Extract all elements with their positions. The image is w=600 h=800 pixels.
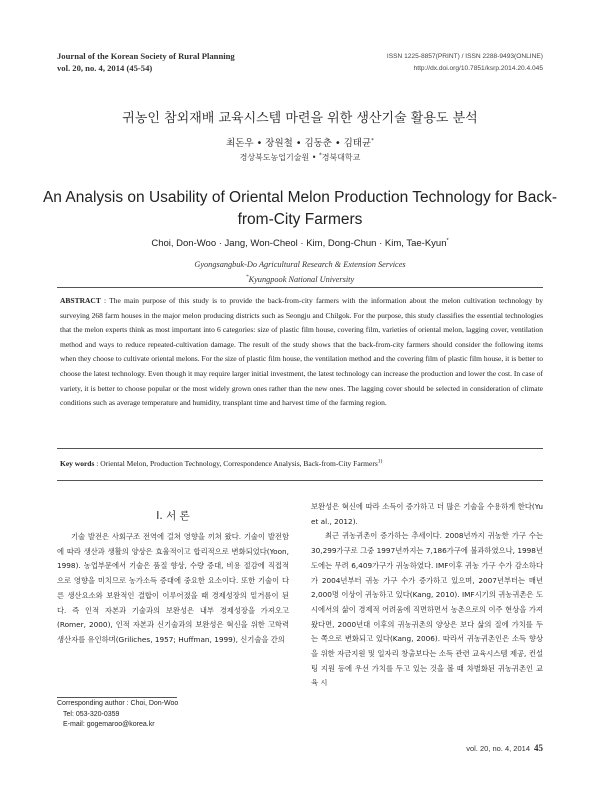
author-email[interactable]: E-mail: gogemaroo@korea.kr xyxy=(63,721,155,728)
korean-affiliation xyxy=(0,152,600,163)
english-author-mark: * xyxy=(446,237,449,244)
right-column xyxy=(311,500,543,691)
author-tel: Tel: 053-320-0359 xyxy=(63,710,120,718)
left-column xyxy=(57,530,289,648)
journal-volume: vol. 20, no. 4, 2014 (45-54) xyxy=(57,63,153,73)
english-affiliation-1: Gyongsangbuk-Do Agricultural Research & Extension Services xyxy=(194,260,406,269)
english-affiliation xyxy=(0,257,600,287)
keywords-text: : Oriental Melon, Production Technology, Correspondence Analysis, Back-from-City Farmers xyxy=(94,459,378,468)
journal-name: Journal of the Korean Society of Rural Planning xyxy=(57,51,235,61)
abstract xyxy=(60,294,543,411)
abstract-top-rule xyxy=(57,287,543,288)
page-footer xyxy=(466,743,543,753)
section-heading: I. 서 론 xyxy=(156,510,190,522)
keywords-bottom-rule xyxy=(57,480,543,481)
footnote xyxy=(57,699,178,731)
korean-title: 귀농인 참외재배 교육시스템 마련을 위한 생산기술 활용도 분석 xyxy=(122,111,478,126)
keywords-label: Key words xyxy=(60,459,95,468)
abstract-bottom-rule xyxy=(57,448,543,449)
right-paragraph-2: 최근 귀농귀촌이 증가하는 추세이다. 2008년까지 귀농한 가구 수는 30,299가구로 그중 1997년까지는 7,186가구에 불과하였으나, 1998년도에는 무려 6,409가구가 귀농하였다. IMF이후 귀농 가구 수가 감소하다가 2004년부터 귀농 가구 수가 증가하고 있으며, 2007년부터는 매년 2,000명 이상이 귀농하고 있다(Kang, 2010). IMF시기의 귀농귀촌은 도시에서의 삶이 경제적 어려움에 직면하면서 농촌으로의 이주 현상을 가져왔다면, 2000년대 이후의 귀농귀촌의 양상은 보다 삶의 질에 가치를 두는 쪽으로 변화되고 있다(Kang, 2006). 따라서 귀농귀촌인은 소득 향상을 위한 자금지원 및 일자리 창출보다는 소득 관련 교육시스템 제공, 컨설팅 지원 등에 우선 가치를 두고 있는 것을 볼 때 차별화된 귀농귀촌인 교육 시 xyxy=(311,531,543,688)
korean-author-mark: * xyxy=(371,137,374,144)
korean-affiliation-1: 경상북도농업기술원 • xyxy=(239,153,319,162)
keywords xyxy=(60,458,543,470)
english-affiliation-2-line xyxy=(0,272,600,287)
abstract-label: ABSTRACT xyxy=(60,296,101,305)
page-number: 45 xyxy=(534,743,543,753)
english-affiliation-2: Kyungpook National University xyxy=(248,275,355,284)
doi-link[interactable]: http://dx.doi.org/10.7851/ksrp.2014.20.4.045 xyxy=(413,65,543,72)
korean-authors xyxy=(0,135,600,149)
footer-issue: vol. 20, no. 4, 2014 xyxy=(466,744,530,753)
footnote-rule xyxy=(57,697,177,698)
right-paragraph-1: 보완성은 혁신에 따라 소득이 증가하고 더 많은 기술을 수용하게 한다(Yu et al., 2012). xyxy=(311,502,543,526)
english-title: An Analysis on Usability of Oriental Melon Production Technology for Back-from-City Farmers xyxy=(42,189,558,228)
left-paragraph: 기술 발전은 사회구조 전역에 걸쳐 영향을 끼쳐 왔다. 기술이 발전함에 따라 생산과 생활의 양상은 효율적이고 합리적으로 변화되었다(Yoon, 1998). 농업부문에서 기술은 품질 향상, 수량 증대, 비용 절감에 직접적으로 영향을 미치므로 농가소득 증대에 중요한 요소이다. 또한 기술이 다른 생산요소와 보완적인 결합이 이루어졌을 때 경제성장의 밑거름이 된다. 즉 인적 자본과 기술과의 보완성은 내부 경제성장을 가져오고(Romer, 2000), 인적 자본과 신기술과의 보완성은 혁신을 위한 고학력 생산자를 유인하며(Griliches, 1957; Huffman, 1999), 신기술을 간의 xyxy=(57,532,289,644)
korean-affiliation-2: 경북대학교 xyxy=(321,153,361,162)
korean-author-names: 최돈우 • 장원철 • 김동춘 • 김태균 xyxy=(226,138,372,149)
english-affiliation-mark: * xyxy=(245,274,249,281)
issn-text: ISSN 1225-8857(PRINT) / ISSN 2288-9493(ONLINE) xyxy=(386,53,543,60)
corresponding-author: Corresponding author : Choi, Don-Woo xyxy=(57,700,179,707)
korean-affiliation-mark: * xyxy=(318,152,322,159)
issn-header xyxy=(387,51,543,75)
english-author-names: Choi, Don-Woo · Jang, Won-Cheol · Kim, Dong-Chun · Kim, Tae-Kyun xyxy=(151,238,447,249)
abstract-text: : The main purpose of this study is to provide the back-from-city farmers with the information about the melon cultivation technology by surveying 268 farm houses in the major melon producing districts such as Seongju and Chilgok. For the purpose, this study classifies the essential technologies that the melon experts think as most important into 6 categories: size of plastic film house, covering film, varieties of oriental melon, lagging cover, ventilation method and ways to reduce repeated-cultivation damage. The result of the study shows that the back-from-city farmers should consider the following items when they choose to cultivate oriental melons. For the size of plastic film house, the ventilation method and the covering film of plastic film house, it is better to choose the latest technology. Even though it may require larger initial investment, the latest technology can increase the production and lower the cost. In case of variety, it is better to choose popular or the most widely grown ones rather than the new ones. The lagging cover should be selected in consideration of climate conditions such as average temperature and humidity, transplant time and harvest time of the farming region. xyxy=(60,296,543,408)
keywords-footnote-mark: 1) xyxy=(377,458,383,465)
english-authors xyxy=(0,238,600,249)
journal-header xyxy=(57,50,235,74)
